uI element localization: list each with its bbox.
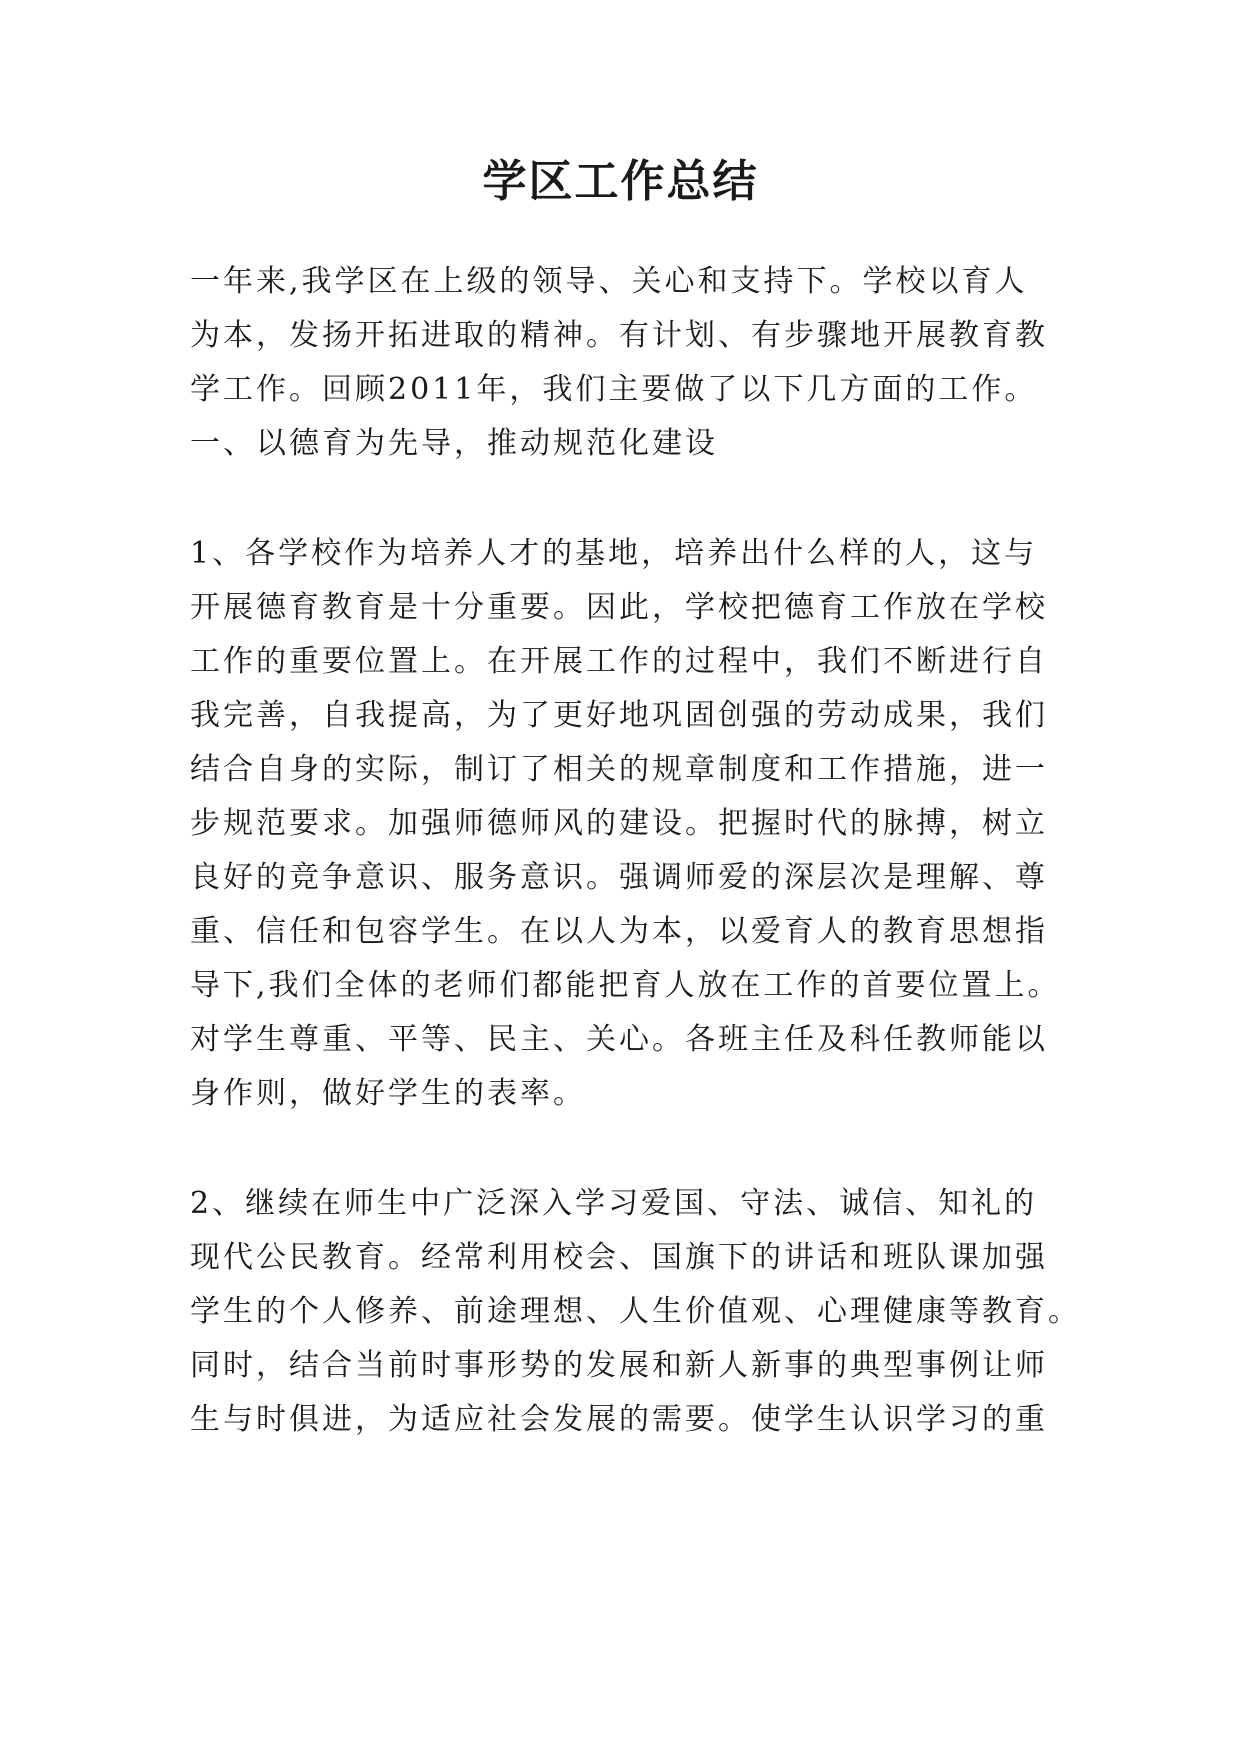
body-line: 1、各学校作为培养人才的基地，培养出什么样的人，这与 [190, 536, 1038, 571]
section-heading: 一、以德育为先导，推动规范化建设 [190, 426, 718, 461]
body-line: 对学生尊重、平等、民主、关心。各班主任及科任教师能以 [190, 1022, 1048, 1057]
body-line: 重、信任和包容学生。在以人为本，以爱育人的教育思想指 [190, 914, 1048, 949]
body-line: 身作则，做好学生的表率。 [190, 1076, 586, 1111]
body-line: 结合自身的实际，制订了相关的规章制度和工作措施，进一 [190, 752, 1048, 787]
body-line: 学工作。回顾2011年，我们主要做了以下几方面的工作。 [190, 372, 1038, 407]
body-line: 现代公民教育。经常利用校会、国旗下的讲话和班队课加强 [190, 1240, 1048, 1275]
body-line: 同时，结合当前时事形势的发展和新人新事的典型事例让师 [190, 1348, 1048, 1383]
body-line: 步规范要求。加强师德师风的建设。把握时代的脉搏，树立 [190, 806, 1048, 841]
body-line: 导下,我们全体的老师们都能把育人放在工作的首要位置上。 [190, 968, 1061, 1003]
body-line: 工作的重要位置上。在开展工作的过程中，我们不断进行自 [190, 644, 1048, 679]
body-line: 生与时俱进，为适应社会发展的需要。使学生认识学习的重 [190, 1402, 1048, 1437]
body-line: 学生的个人修养、前途理想、人生价值观、心理健康等教育。 [190, 1294, 1081, 1329]
body-line: 为本，发扬开拓进取的精神。有计划、有步骤地开展教育教 [190, 318, 1048, 353]
document-title: 学区工作总结 [482, 156, 759, 207]
body-line: 一年来,我学区在上级的领导、关心和支持下。学校以育人 [190, 264, 1028, 299]
body-line: 我完善，自我提高，为了更好地巩固创强的劳动成果，我们 [190, 698, 1048, 733]
body-line: 2、继续在师生中广泛深入学习爱国、守法、诚信、知礼的 [190, 1186, 1038, 1221]
body-line: 开展德育教育是十分重要。因此，学校把德育工作放在学校 [190, 590, 1048, 625]
body-line: 良好的竞争意识、服务意识。强调师爱的深层次是理解、尊 [190, 860, 1048, 895]
